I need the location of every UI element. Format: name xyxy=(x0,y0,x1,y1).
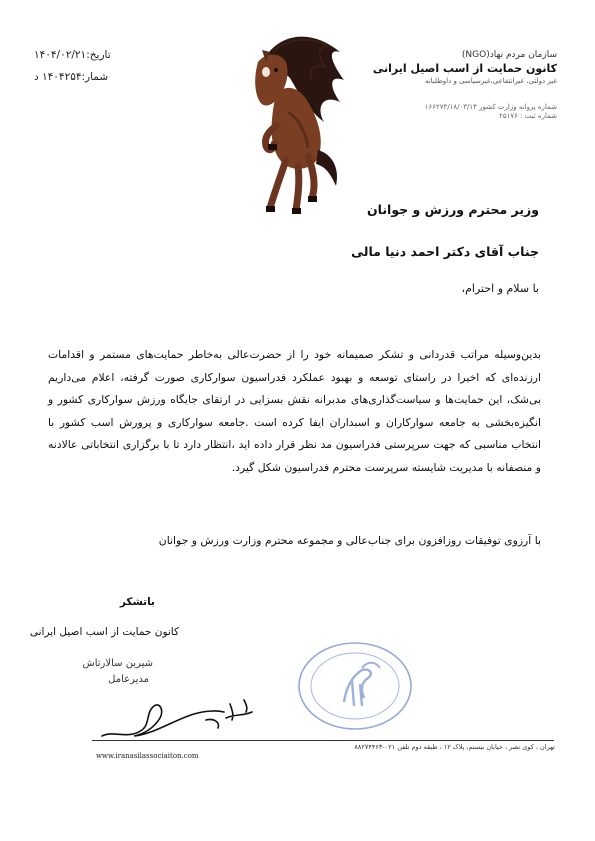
official-stamp xyxy=(296,640,414,732)
org-type: سازمان مردم نهاد(NGO) xyxy=(461,50,557,60)
letter-meta xyxy=(34,44,154,88)
letter-body: بدین‌وسیله مراتب قدردانی و تشکر صمیمانه خود را از حضرت‌عالی به‌خاطر حمایت‌های مستمر و اقدامات ارزنده‌ای که اخیرا در راستای توسعه و بهبود عملکرد فدراسیون سوارکاری صورت گرفته، اعلام می‌داریم بی‌شک، این حمایت‌ها و سیاست‌گذاری‌های مدبرانه نقش بسزایی در ارتقای جایگاه ورزش سوارکاری کشور و انگیزه‌بخشی به جامعه سوارکاران و اسبداران ایفا کرده است .جامعه سوارکاری و پرورش اسب کشور با انتخاب مناسبی که جهت سرپرستی فدراسیون مد نظر قرار داده اید ،انتظار دارد تا با برگزاری انتخاباتی عالادنه و منصفانه با مدیریت شایسته سرپرست محترم فدراسیون شکل گیرد. xyxy=(48,348,541,474)
recipient-title: وزیر محترم ورزش و جوانان xyxy=(367,202,539,217)
org-description: غیر دولتی، غیرانتفاعی،غیرسیاسی و داوطلبانه xyxy=(424,77,557,85)
footer-address: تهران ، کوی نصر ، خیابان بیستم، پلاک ۱۲ ، طبقه دوم تلفن ۰۲۱-۸۸۲۷۴۴۶۳ xyxy=(354,743,555,751)
letter-number: شمار:۱۴۰۴۲۵۴ د xyxy=(34,71,109,83)
thanks-label: باتشکر xyxy=(119,596,155,608)
handwritten-signature xyxy=(94,690,264,745)
org-name: کانون حمایت از اسب اصیل ایرانی xyxy=(372,62,557,75)
recipient-name: جناب آقای دکتر احمد دنیا مالی xyxy=(351,244,539,259)
footer-divider xyxy=(92,740,554,741)
signer-name: شیرین سالارتاش xyxy=(82,658,153,669)
org-registration: شماره ثبت : ۲۵۱۷۶ xyxy=(499,112,557,120)
footer-website[interactable]: www.iranasilassociaiton.com xyxy=(96,752,199,760)
org-permit: شماره پروانه وزارت کشور ۱۶۶۲۷۴/۱۸/۰۳/۱۴ xyxy=(424,103,557,111)
letter-date: تاریخ:۱۴۰۴/۰۲/۲۱ xyxy=(34,49,111,61)
closing-line: با آرزوی توفیقات روزافزون برای جناب‌عالی و مجموعه محترم وزارت ورزش و جوانان xyxy=(158,534,541,547)
signer-title: مدیرعامل xyxy=(108,674,149,685)
greeting: با سلام و احترام، xyxy=(461,282,539,295)
signature-org: کانون حمایت از اسب اصیل ایرانی xyxy=(29,626,179,638)
horse-logo xyxy=(228,22,348,222)
organization-header xyxy=(337,50,557,120)
